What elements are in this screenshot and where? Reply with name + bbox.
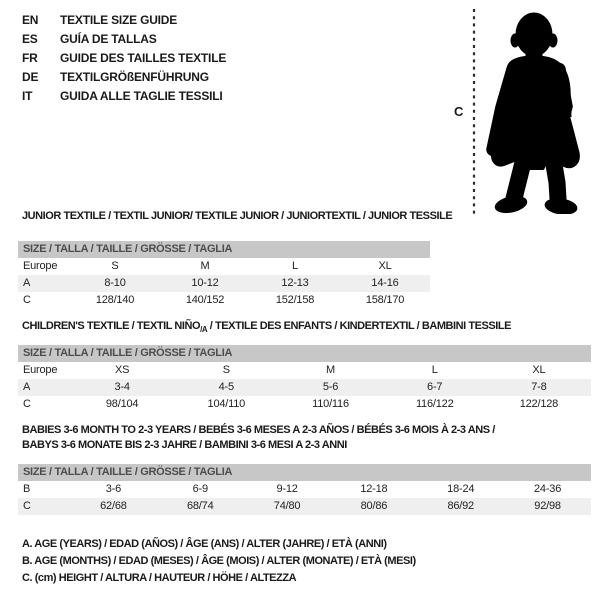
- row-label-cell: A: [23, 381, 31, 393]
- language-list: [22, 11, 226, 106]
- height-figure: [452, 6, 600, 218]
- table-row: [18, 275, 430, 292]
- table-row: [18, 379, 591, 396]
- data-cell: 104/110: [207, 398, 246, 410]
- language-code: DE: [22, 70, 39, 84]
- data-cell: 3-4: [114, 381, 130, 393]
- data-cell: 6-7: [427, 381, 443, 393]
- column-header-row: [18, 258, 430, 275]
- data-cell: 80/86: [360, 500, 388, 512]
- language-title: TEXTILE SIZE GUIDE: [60, 13, 178, 27]
- column-header-cell: XS: [114, 364, 130, 376]
- language-title: TEXTILGRÖßENFÜHRUNG: [60, 70, 209, 84]
- data-cell: 12-18: [360, 483, 388, 495]
- data-cell: 116/122: [415, 398, 454, 410]
- baby-silhouette-icon: [480, 8, 598, 214]
- data-cell: 68/74: [186, 500, 214, 512]
- row-label-cell: C: [23, 398, 31, 410]
- childrens-table-title-text: / TEXTILE DES ENFANTS / KINDERTEXTIL / BAMBINI TESSILE: [207, 320, 512, 332]
- column-header-cell: Europe: [23, 364, 58, 376]
- data-cell: 140/152: [185, 294, 225, 306]
- junior-size-table: [18, 241, 430, 309]
- data-cell: 6-9: [192, 483, 208, 495]
- legend-line-b: B. AGE (MONTHS) / EDAD (MESES) / ÂGE (MOIS) / ALTER (MONATE) / ETÀ (MESI): [22, 555, 416, 567]
- legend-line-a: A. AGE (YEARS) / EDAD (AÑOS) / ÂGE (ANS) / ALTER (JAHRE) / ETÀ (ANNI): [22, 538, 387, 550]
- size-header-bar: SIZE / TALLA / TAILLE / GRÖSSE / TAGLIA: [18, 464, 591, 481]
- row-label-cell: C: [23, 500, 31, 512]
- size-header-bar: SIZE / TALLA / TAILLE / GRÖSSE / TAGLIA: [18, 345, 591, 362]
- data-cell: 92/98: [534, 500, 561, 512]
- column-header-cell: M: [326, 364, 335, 376]
- babies-table-title-line1: [22, 423, 495, 438]
- language-title: GUIDA ALLE TAGLIE TESSILI: [60, 89, 223, 103]
- language-title: GUIDE DES TAILLES TEXTILE: [60, 51, 227, 65]
- data-cell: 5-6: [322, 381, 339, 393]
- column-header-cell: L: [292, 260, 298, 272]
- language-code: IT: [22, 89, 33, 103]
- data-cell: 128/140: [95, 294, 135, 306]
- language-row: [22, 87, 226, 106]
- table-row: [18, 481, 591, 498]
- data-cell: 86/92: [447, 500, 474, 512]
- row-label-cell: C: [23, 294, 31, 306]
- language-code: FR: [22, 51, 38, 65]
- data-cell: 110/116: [312, 398, 349, 410]
- childrens-table-title: [22, 319, 511, 337]
- data-cell: 122/128: [519, 398, 559, 410]
- babies-size-table: [18, 464, 591, 515]
- column-header-row: [18, 362, 591, 379]
- table-row: [18, 498, 591, 515]
- data-cell: 3-6: [105, 483, 122, 495]
- row-label-cell: A: [23, 277, 31, 289]
- data-cell: 152/158: [275, 294, 315, 306]
- language-title: GUÍA DE TALLAS: [60, 32, 157, 46]
- data-cell: 7-8: [531, 381, 547, 393]
- language-code: EN: [22, 13, 39, 27]
- junior-table-title-text: JUNIOR TEXTILE / TEXTIL JUNIOR/ TEXTILE JUNIOR / JUNIORTEXTIL / JUNIOR TESSILE: [22, 210, 453, 222]
- data-cell: 74/80: [273, 500, 301, 512]
- column-header-cell: XL: [378, 260, 392, 272]
- data-cell: 12-13: [281, 277, 309, 289]
- data-cell: 9-12: [276, 483, 298, 495]
- height-label: C: [454, 104, 464, 119]
- language-row: [22, 68, 226, 87]
- childrens-table-title-text: CHILDREN'S TEXTILE / TEXTIL NIÑO: [22, 320, 201, 332]
- legend-line-c: C. (cm) HEIGHT / ALTURA / HAUTEUR / HÖHE / ALTEZZA: [22, 572, 297, 584]
- table-row: [18, 292, 430, 309]
- column-header-cell: L: [431, 364, 438, 376]
- column-header-cell: S: [222, 364, 230, 376]
- size-header-bar: SIZE / TALLA / TAILLE / GRÖSSE / TAGLIA: [18, 241, 430, 258]
- row-label-cell: B: [23, 483, 31, 495]
- data-cell: 158/170: [365, 294, 405, 306]
- babies-table-title-line2: [22, 438, 347, 453]
- column-header-cell: Europe: [23, 260, 58, 272]
- childrens-table-title-sub: /A: [200, 325, 208, 335]
- column-header-cell: S: [111, 260, 119, 272]
- data-cell: 4-5: [218, 381, 234, 393]
- babies-table-title-text: BABIES 3-6 MONTH TO 2-3 YEARS / BEBÉS 3-6 MESES A 2-3 AÑOS / BÉBÉS 3-6 MOIS À 2-3 ANS /: [22, 424, 495, 436]
- childrens-size-table: [18, 345, 591, 413]
- language-code: ES: [22, 32, 38, 46]
- data-cell: 10-12: [191, 277, 219, 289]
- language-row: [22, 11, 226, 30]
- data-cell: 24-36: [533, 483, 562, 495]
- data-cell: 62/68: [100, 500, 127, 512]
- junior-table-title: [22, 209, 452, 224]
- data-cell: 8-10: [104, 277, 126, 289]
- babies-table-title-text: BABYS 3-6 MONATE BIS 2-3 JAHRE / BAMBINI 3-6 MESI A 2-3 ANNI: [22, 439, 347, 451]
- column-header-cell: M: [200, 260, 210, 272]
- data-cell: 98/104: [105, 398, 139, 410]
- height-dashed-line: [472, 8, 476, 216]
- data-cell: 14-16: [371, 277, 399, 289]
- data-cell: 18-24: [447, 483, 475, 495]
- language-row: [22, 49, 226, 68]
- language-row: [22, 30, 226, 49]
- column-header-cell: XL: [532, 364, 546, 376]
- table-row: [18, 396, 591, 413]
